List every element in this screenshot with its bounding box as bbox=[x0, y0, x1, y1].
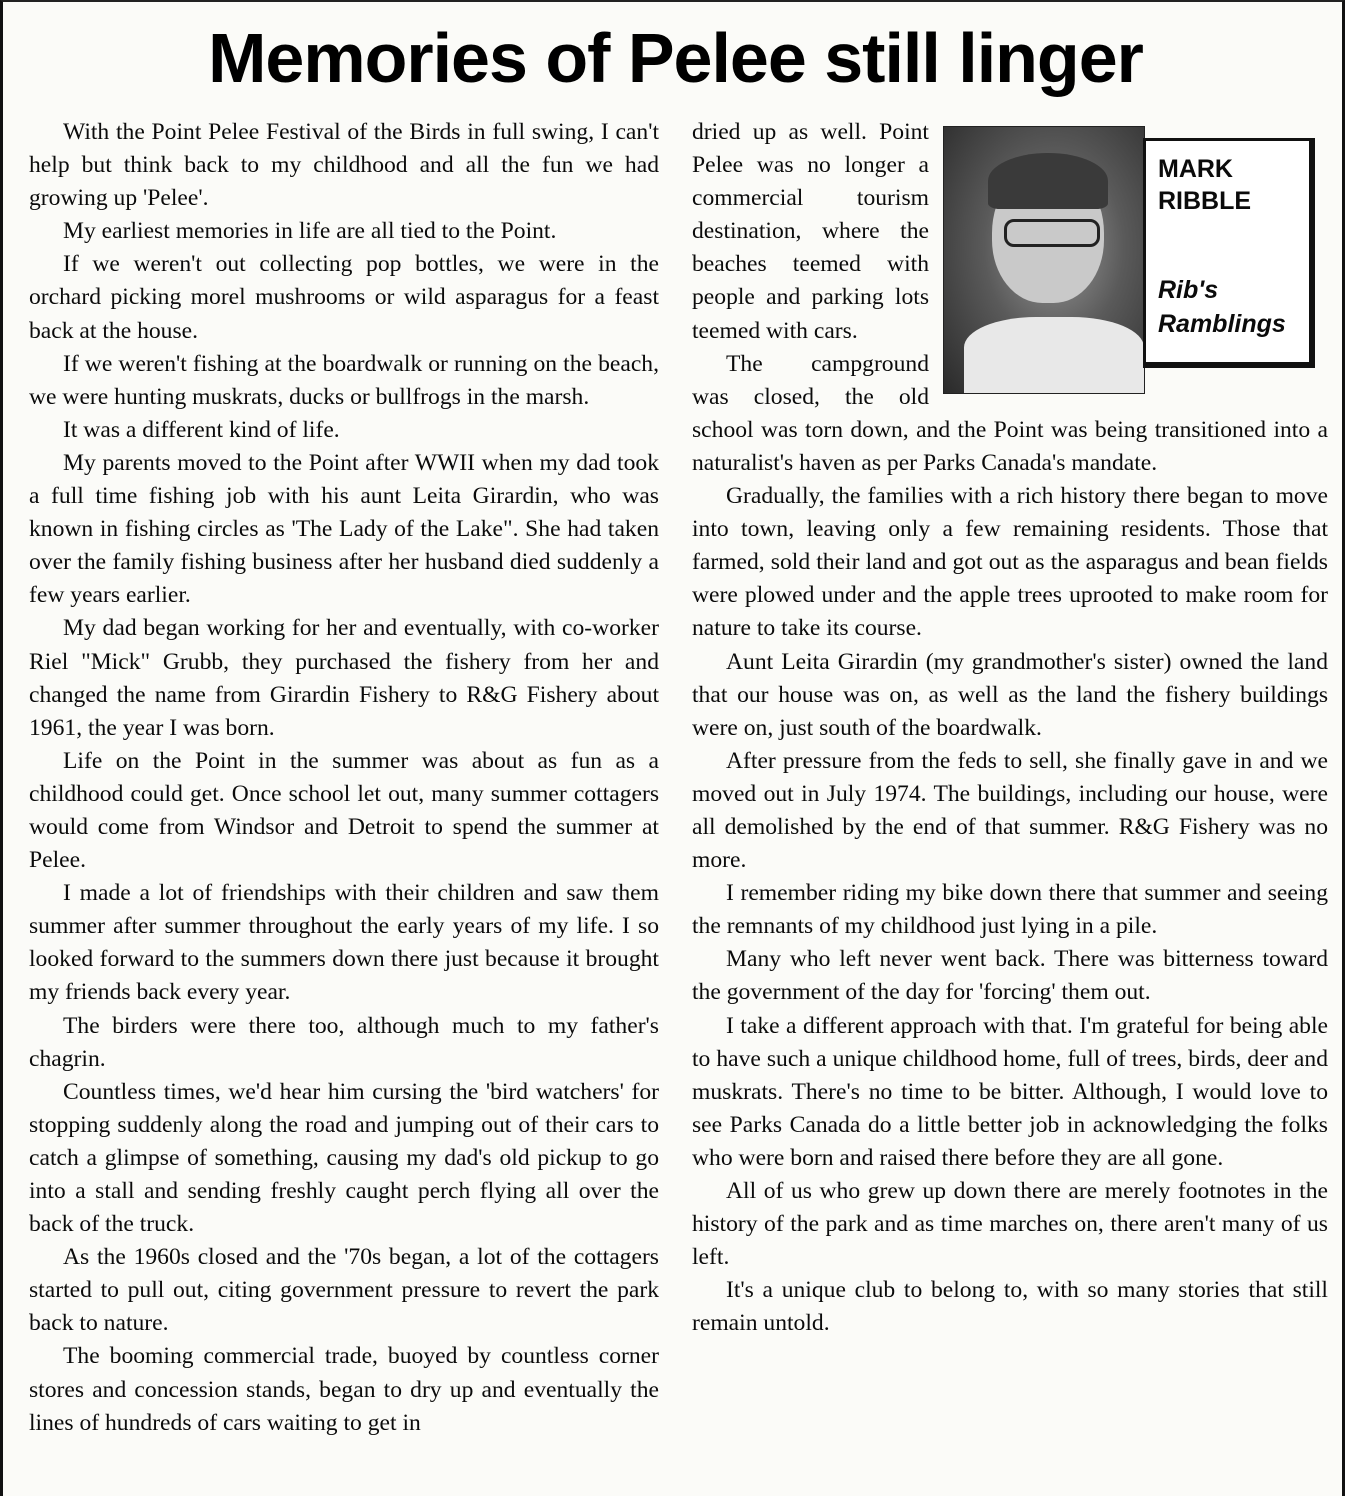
paragraph: The campground was closed, the old school was torn down, and the Point was being transitioned into a naturalist's haven as per Parks Canada's mandate. bbox=[692, 350, 1328, 476]
paragraph: I remember riding my bike down there that summer and seeing the remnants of my childhood just lying in a pile. bbox=[692, 880, 1328, 940]
paragraph: The booming commercial trade, buoyed by countless corner stores and concession stands, began to dry up and eventually the lines of hundreds of cars waiting to get in bbox=[29, 1343, 659, 1436]
columnist-box bbox=[943, 126, 1328, 406]
paragraph: All of us who grew up down there are merely footnotes in the history of the park and as time marches on, there aren't many of us left. bbox=[692, 1178, 1328, 1271]
column-name-line-1: Rib's bbox=[1158, 276, 1219, 304]
paragraph: Aunt Leita Girardin (my grandmother's sister) owned the land that our house was on, as well as the land the fishery buildings were on, just south of the boardwalk. bbox=[692, 648, 1328, 741]
left-column bbox=[29, 116, 659, 1440]
paragraph: My earliest memories in life are all tied to the Point. bbox=[63, 218, 557, 245]
paragraph: Gradually, the families with a rich history there began to move into town, leaving only a few remaining residents. Those that farmed, sold their land and got out as the asparagus and bean fields were plowed under and the apple trees uprooted to make room for nature to take its course. bbox=[692, 483, 1328, 642]
paragraph: As the 1960s closed and the '70s began, a lot of the cottagers started to pull out, citing government pressure to revert the park back to nature. bbox=[29, 1244, 659, 1337]
column-name bbox=[1158, 273, 1286, 341]
paragraph: It was a different kind of life. bbox=[63, 416, 340, 443]
paragraph: Life on the Point in the summer was about as fun as a childhood could get. Once school let out, many summer cottagers would come from Windsor and Detroit to spend the summer at Pelee. bbox=[29, 747, 659, 874]
paragraph: dried up as well. Point Pelee was no longer a commercial tourism destination, where the beaches teemed with people and parking lots teemed with cars. bbox=[692, 119, 929, 344]
author-first-name: MARK bbox=[1158, 155, 1233, 183]
author-photo bbox=[943, 126, 1145, 394]
paragraph: The birders were there too, although much to my father's chagrin. bbox=[29, 1012, 659, 1072]
headline: Memories of Pelee still linger bbox=[208, 19, 1143, 97]
paragraph: I take a different approach with that. I'm grateful for being able to have such a unique childhood home, full of trees, birds, deer and muskrats. There's no time to be bitter. Although, I would love to see Parks Canada do a little better job in acknowledging the folks who were born and raised there before they are all gone. bbox=[692, 1012, 1328, 1171]
paragraph: If we weren't fishing at the boardwalk or running on the beach, we were hunting muskrats, ducks or bullfrogs in the marsh. bbox=[29, 350, 659, 410]
paragraph: My parents moved to the Point after WWII when my dad took a full time fishing job with his aunt Leita Girardin, who was known in fishing circles as 'The Lady of the Lake". She had taken over the family fishing business after her husband died suddenly a few years earlier. bbox=[29, 449, 659, 609]
paragraph: It's a unique club to belong to, with so many stories that still remain untold. bbox=[692, 1277, 1328, 1337]
column-name-line-2: Ramblings bbox=[1158, 310, 1286, 338]
right-column bbox=[692, 116, 1328, 1340]
byline-box bbox=[1143, 138, 1315, 368]
paragraph: With the Point Pelee Festival of the Birds in full swing, I can't help but think back to my childhood and all the fun we had growing up 'Pelee'. bbox=[29, 119, 659, 212]
author-name bbox=[1158, 153, 1251, 217]
paragraph: Many who left never went back. There was bitterness toward the government of the day for 'forcing' them out. bbox=[692, 946, 1328, 1006]
paragraph: I made a lot of friendships with their children and saw them summer after summer throughout the early years of my life. I so looked forward to the summers down there just because it brought my friends back every year. bbox=[29, 880, 659, 1006]
paragraph: If we weren't out collecting pop bottles, we were in the orchard picking morel mushrooms or wild asparagus for a feast back at the house. bbox=[29, 251, 659, 344]
paragraph: After pressure from the feds to sell, she finally gave in and we moved out in July 1974. The buildings, including our house, were all demolished by the end of that summer. R&G Fishery was no more. bbox=[692, 747, 1328, 874]
author-last-name: RIBBLE bbox=[1158, 187, 1252, 215]
paragraph: My dad began working for her and eventually, with co-worker Riel "Mick" Grubb, they purchased the fishery from her and changed the name from Girardin Fishery to R&G Fishery about 1961, the year I was born. bbox=[29, 615, 659, 741]
paragraph: Countless times, we'd hear him cursing the 'bird watchers' for stopping suddenly along the road and jumping out of their cars to catch a glimpse of something, causing my dad's old pickup to go into a stall and sending freshly caught perch flying all over the back of the truck. bbox=[29, 1078, 659, 1238]
